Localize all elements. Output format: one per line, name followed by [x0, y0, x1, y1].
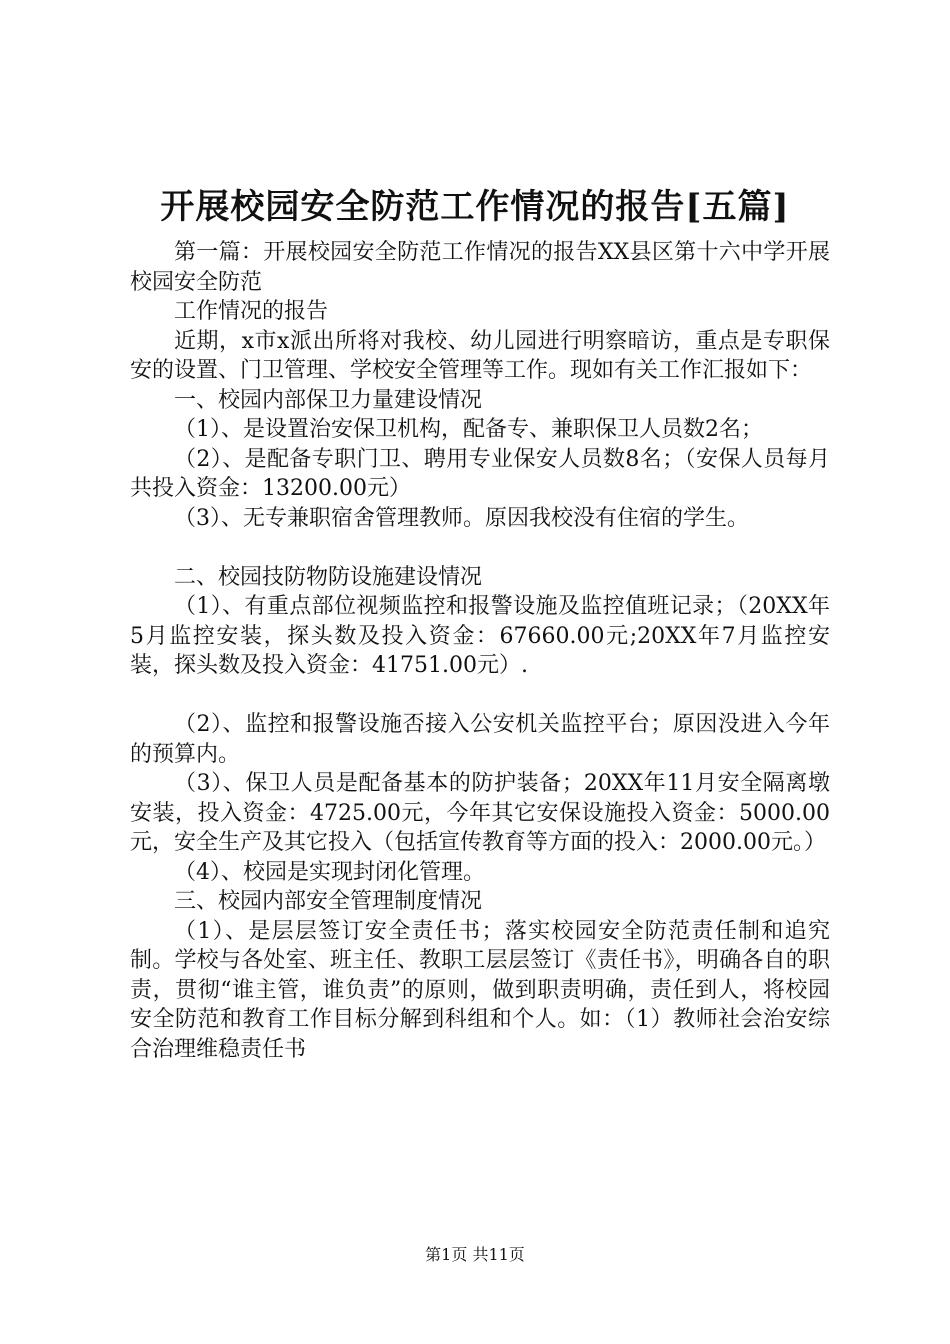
paragraph-1-2: （2）、是配备专职门卫、聘用专业保安人员数8名；（安保人员每月共投入资金：13200.00元）	[130, 446, 830, 501]
paragraph-1-3: （3）、无专兼职宿舍管理教师。原因我校没有住宿的学生。	[174, 505, 749, 531]
paragraph-2-4: （4）、校园是实现封闭化管理。	[174, 859, 485, 885]
blank-line	[130, 681, 830, 711]
paragraph-intro: 第一篇：开展校园安全防范工作情况的报告XX县区第十六中学开展校园安全防范	[130, 240, 830, 295]
paragraph-report-heading: 工作情况的报告	[174, 299, 329, 324]
paragraph-recent: 近期，x市x派出所将对我校、幼儿园进行明察暗访，重点是专职保安的设置、门卫管理、学校安全管理等工作。现如有关工作汇报如下：	[130, 328, 830, 383]
section-heading-2: 二、校园技防物防设施建设情况	[174, 564, 483, 590]
document-title: 开展校园安全防范工作情况的报告[五篇]	[160, 187, 790, 227]
paragraph-2-1: （1）、有重点部位视频监控和报警设施及监控值班记录；（20XX年5月监控安装，探头数及投入资金：67660.00元;20XX年7月监控安装，探头数及投入资金：41751.00元）.	[130, 594, 830, 678]
document-body	[130, 238, 830, 1064]
page-footer: 第1页 共11页	[425, 1245, 525, 1264]
section-heading-1: 一、校园内部保卫力量建设情况	[174, 387, 483, 413]
paragraph-1-1: （1）、是设置治安保卫机构，配备专、兼职保卫人员数2名；	[174, 417, 763, 442]
paragraph-3-1: （1）、是层层签订安全责任书；落实校园安全防范责任制和追究制。学校与各处室、班主任、教职工层层签订《责任书》，明确各自的职责，贯彻“谁主管，谁负责”的原则，做到职责明确，责任到人，将校园安全防范和教育工作目标分解到科组和个人。如：（1）教师社会治安综合治理维稳责任书	[130, 918, 830, 1062]
paragraph-2-2: （2）、监控和报警设施否接入公安机关监控平台；原因没进入今年的预算内。	[130, 712, 830, 767]
section-heading-3: 三、校园内部安全管理制度情况	[174, 889, 483, 914]
blank-line	[130, 533, 830, 563]
paragraph-2-3: （3）、保卫人员是配备基本的防护装备；20XX年11月安全隔离墩安装，投入资金：4725.00元，今年其它安保设施投入资金：5000.00元，安全生产及其它投入（包括宣传教育等方面的投入：2000.00元。）	[130, 771, 830, 855]
